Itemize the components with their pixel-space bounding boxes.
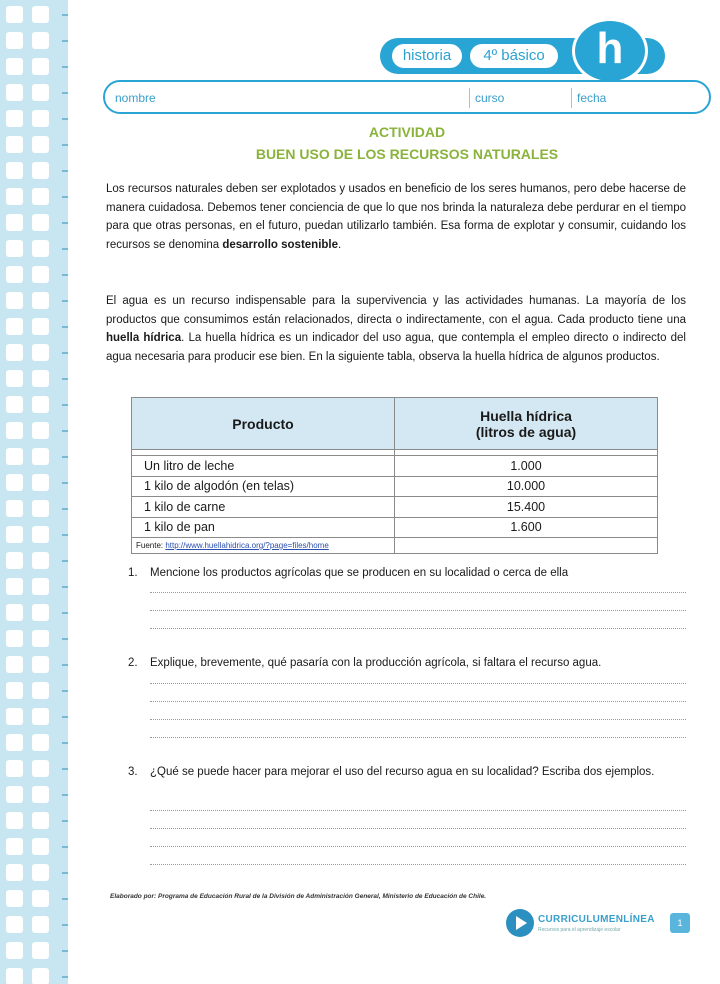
- answer-line[interactable]: [150, 737, 686, 738]
- binder-hole: [6, 344, 23, 361]
- binder-hole: [32, 630, 49, 647]
- divider: [469, 88, 470, 108]
- question-number: 1.: [128, 567, 138, 579]
- product-cell: 1 kilo de carne: [132, 497, 395, 518]
- intro-paragraph-1: [106, 180, 686, 254]
- answer-line[interactable]: [150, 628, 686, 629]
- binder-hole: [6, 474, 23, 491]
- binder-hole: [6, 942, 23, 959]
- binder-hole: [32, 916, 49, 933]
- binder-hole: [32, 942, 49, 959]
- product-cell: 1 kilo de algodón (en telas): [132, 476, 395, 497]
- binder-hole: [6, 84, 23, 101]
- binder-hole: [6, 266, 23, 283]
- binder-hole: [6, 786, 23, 803]
- binder-hole: [32, 890, 49, 907]
- footprint-column-header: [395, 398, 658, 450]
- name-field-label: nombre: [115, 91, 156, 105]
- binder-hole: [6, 6, 23, 23]
- binder-hole: [6, 708, 23, 725]
- footer-credit: Elaborado por: Programa de Educación Rural de la División de Administración General, Ministerio de Educación de Chile.: [110, 893, 487, 900]
- subject-label: historia: [392, 44, 462, 68]
- answer-line[interactable]: [150, 846, 686, 847]
- value-cell: 1.000: [395, 456, 658, 477]
- binder-tick: [62, 222, 68, 224]
- source-cell: [132, 538, 395, 554]
- binder-tick: [62, 950, 68, 952]
- binder-tick: [62, 326, 68, 328]
- binder-hole: [32, 396, 49, 413]
- brand-name: CURRICULUMENLÍNEA: [538, 914, 655, 925]
- product-header-text: Producto: [232, 415, 294, 432]
- binder-hole: [6, 58, 23, 75]
- binder-tick: [62, 534, 68, 536]
- product-cell: 1 kilo de pan: [132, 517, 395, 538]
- binder-hole: [32, 266, 49, 283]
- binder-hole: [32, 526, 49, 543]
- binder-tick: [62, 872, 68, 874]
- table-row: [132, 456, 658, 477]
- binder-hole: [32, 812, 49, 829]
- binder-tick: [62, 612, 68, 614]
- binder-hole: [6, 240, 23, 257]
- binder-hole: [6, 864, 23, 881]
- binder-hole: [32, 448, 49, 465]
- binder-tick: [62, 300, 68, 302]
- answer-line[interactable]: [150, 701, 686, 702]
- binder-hole: [6, 370, 23, 387]
- binder-tick: [62, 274, 68, 276]
- binder-hole: [32, 110, 49, 127]
- activity-title: ACTIVIDAD: [368, 124, 446, 140]
- question-number: 2.: [128, 657, 138, 669]
- binder-tick: [62, 560, 68, 562]
- binder-hole: [32, 240, 49, 257]
- date-field-label: fecha: [577, 91, 607, 105]
- student-info-box[interactable]: [103, 80, 711, 114]
- binder-tick: [62, 378, 68, 380]
- activity-subtitle: BUEN USO DE LOS RECURSOS NATURALES: [255, 146, 559, 162]
- answer-line[interactable]: [150, 810, 686, 811]
- binder-hole: [32, 682, 49, 699]
- intro-paragraph-2: [106, 292, 686, 366]
- answer-line[interactable]: [150, 828, 686, 829]
- course-field-label: curso: [475, 91, 505, 105]
- binder-tick: [62, 924, 68, 926]
- binder-hole: [32, 864, 49, 881]
- binder-hole: [6, 526, 23, 543]
- intro-p1-text: Los recursos naturales deben ser explotados y usados en beneficio de los seres humanos, pero debe hacerse de manera cuidadosa. Debemos tener conciencia de que lo que nos brinda la naturaleza debe perdurar en el tiempo para que otras personas, en el futuro, puedan utilizarlo también. Esa forma de explotar y consumir, cuidando los recursos se denomina: [106, 183, 686, 251]
- binder-hole: [6, 136, 23, 153]
- binder-tick: [62, 482, 68, 484]
- answer-line[interactable]: [150, 719, 686, 720]
- binder-hole: [6, 500, 23, 517]
- binder-hole: [32, 552, 49, 569]
- binder-tick: [62, 456, 68, 458]
- binder-tick: [62, 898, 68, 900]
- binder-tick: [62, 768, 68, 770]
- binder-hole: [32, 6, 49, 23]
- table-source-row: [132, 538, 658, 554]
- binder-hole: [32, 84, 49, 101]
- binder-tick: [62, 40, 68, 42]
- binder-hole: [6, 630, 23, 647]
- binder-tick: [62, 846, 68, 848]
- binder-tick: [62, 742, 68, 744]
- binder-hole: [6, 760, 23, 777]
- binder-tick: [62, 118, 68, 120]
- binder-hole: [32, 604, 49, 621]
- binder-hole: [6, 214, 23, 231]
- answer-line[interactable]: [150, 610, 686, 611]
- footprint-header-line2: (litros de agua): [475, 423, 577, 440]
- footprint-header-line1: Huella hídrica: [480, 407, 572, 424]
- binder-hole: [6, 188, 23, 205]
- intro-p1-end: .: [338, 238, 342, 251]
- table-row: [132, 476, 658, 497]
- binder-tick: [62, 638, 68, 640]
- binder-hole: [6, 318, 23, 335]
- binder-hole: [32, 708, 49, 725]
- binder-hole: [6, 968, 23, 984]
- answer-line[interactable]: [150, 683, 686, 684]
- value-cell: 1.600: [395, 517, 658, 538]
- table-row: [132, 497, 658, 518]
- table-header-row: [132, 398, 658, 450]
- binder-hole: [32, 32, 49, 49]
- divider: [571, 88, 572, 108]
- binder-hole: [32, 370, 49, 387]
- intro-p1-bold: desarrollo sostenible: [222, 238, 339, 251]
- binder-hole: [6, 890, 23, 907]
- binder-hole: [6, 292, 23, 309]
- water-footprint-table: [131, 397, 658, 554]
- binder-hole: [6, 422, 23, 439]
- binder-tick: [62, 716, 68, 718]
- binder-hole: [32, 162, 49, 179]
- binder-hole: [32, 214, 49, 231]
- binder-hole: [32, 500, 49, 517]
- binder-tick: [62, 14, 68, 16]
- source-link[interactable]: http://www.huellahidrica.org/?page=files/home: [165, 541, 329, 550]
- question-text: ¿Qué se puede hacer para mejorar el uso del recurso agua en su localidad? Escriba dos ejemplos.: [150, 766, 655, 778]
- binder-hole: [6, 604, 23, 621]
- binder-hole: [32, 786, 49, 803]
- binder-strip: [0, 0, 68, 984]
- binder-tick: [62, 690, 68, 692]
- binder-tick: [62, 820, 68, 822]
- table-row: [132, 517, 658, 538]
- binder-hole: [32, 422, 49, 439]
- binder-tick: [62, 404, 68, 406]
- binder-hole: [6, 552, 23, 569]
- binder-tick: [62, 508, 68, 510]
- question-text: Explique, brevemente, qué pasaría con la producción agrícola, si faltara el recurso agua.: [150, 657, 602, 669]
- question-1: [128, 564, 688, 582]
- binder-hole: [32, 136, 49, 153]
- binder-tick: [62, 248, 68, 250]
- play-triangle: [516, 916, 527, 930]
- answer-line[interactable]: [150, 864, 686, 865]
- binder-hole: [32, 292, 49, 309]
- intro-p2-end: . La huella hídrica es un indicador del uso agua, que contempla el empleo directo o indirecto del agua necesaria para producir ese bien. En la siguiente tabla, observa la huella hídrica de algunos productos.: [106, 332, 686, 363]
- binder-tick: [62, 664, 68, 666]
- binder-hole: [6, 448, 23, 465]
- binder-tick: [62, 352, 68, 354]
- binder-tick: [62, 170, 68, 172]
- binder-tick: [62, 196, 68, 198]
- binder-hole: [6, 812, 23, 829]
- binder-tick: [62, 92, 68, 94]
- binder-hole: [6, 578, 23, 595]
- binder-hole: [32, 344, 49, 361]
- binder-hole: [32, 734, 49, 751]
- question-3: [128, 763, 688, 781]
- binder-tick: [62, 144, 68, 146]
- logo-letter: h: [596, 24, 624, 73]
- answer-line[interactable]: [150, 592, 686, 593]
- binder-tick: [62, 976, 68, 978]
- binder-hole: [32, 656, 49, 673]
- binder-hole: [6, 734, 23, 751]
- question-2: [128, 654, 688, 672]
- grade-label: 4º básico: [470, 44, 558, 68]
- question-number: 3.: [128, 766, 138, 778]
- binder-tick: [62, 66, 68, 68]
- binder-hole: [32, 968, 49, 984]
- binder-hole: [6, 838, 23, 855]
- binder-hole: [6, 916, 23, 933]
- source-label: Fuente:: [136, 541, 166, 550]
- binder-hole: [32, 188, 49, 205]
- binder-hole: [6, 110, 23, 127]
- product-column-header: [132, 398, 395, 450]
- intro-p2-text: El agua es un recurso indispensable para la supervivencia y las actividades humanas. La mayoría de los productos que consumimos están relacionados, directa o indirectamente, con el agua. Cada producto tiene una: [106, 295, 686, 326]
- value-cell: 10.000: [395, 476, 658, 497]
- binder-hole: [32, 318, 49, 335]
- play-icon: [506, 909, 534, 937]
- binder-hole: [6, 32, 23, 49]
- binder-hole: [6, 656, 23, 673]
- binder-hole: [32, 58, 49, 75]
- intro-p2-bold: huella hídrica: [106, 332, 182, 344]
- page-number: 1: [670, 913, 690, 933]
- binder-tick: [62, 430, 68, 432]
- binder-hole: [6, 162, 23, 179]
- binder-hole: [32, 578, 49, 595]
- binder-tick: [62, 586, 68, 588]
- brand-tagline: Recursos para el aprendizaje escolar: [538, 927, 621, 933]
- question-text: Mencione los productos agrícolas que se producen en su localidad o cerca de ella: [150, 567, 569, 579]
- binder-hole: [6, 396, 23, 413]
- binder-hole: [32, 760, 49, 777]
- binder-tick: [62, 794, 68, 796]
- empty-cell: [395, 538, 658, 554]
- value-cell: 15.400: [395, 497, 658, 518]
- binder-hole: [6, 682, 23, 699]
- binder-hole: [32, 474, 49, 491]
- binder-hole: [32, 838, 49, 855]
- product-cell: Un litro de leche: [132, 456, 395, 477]
